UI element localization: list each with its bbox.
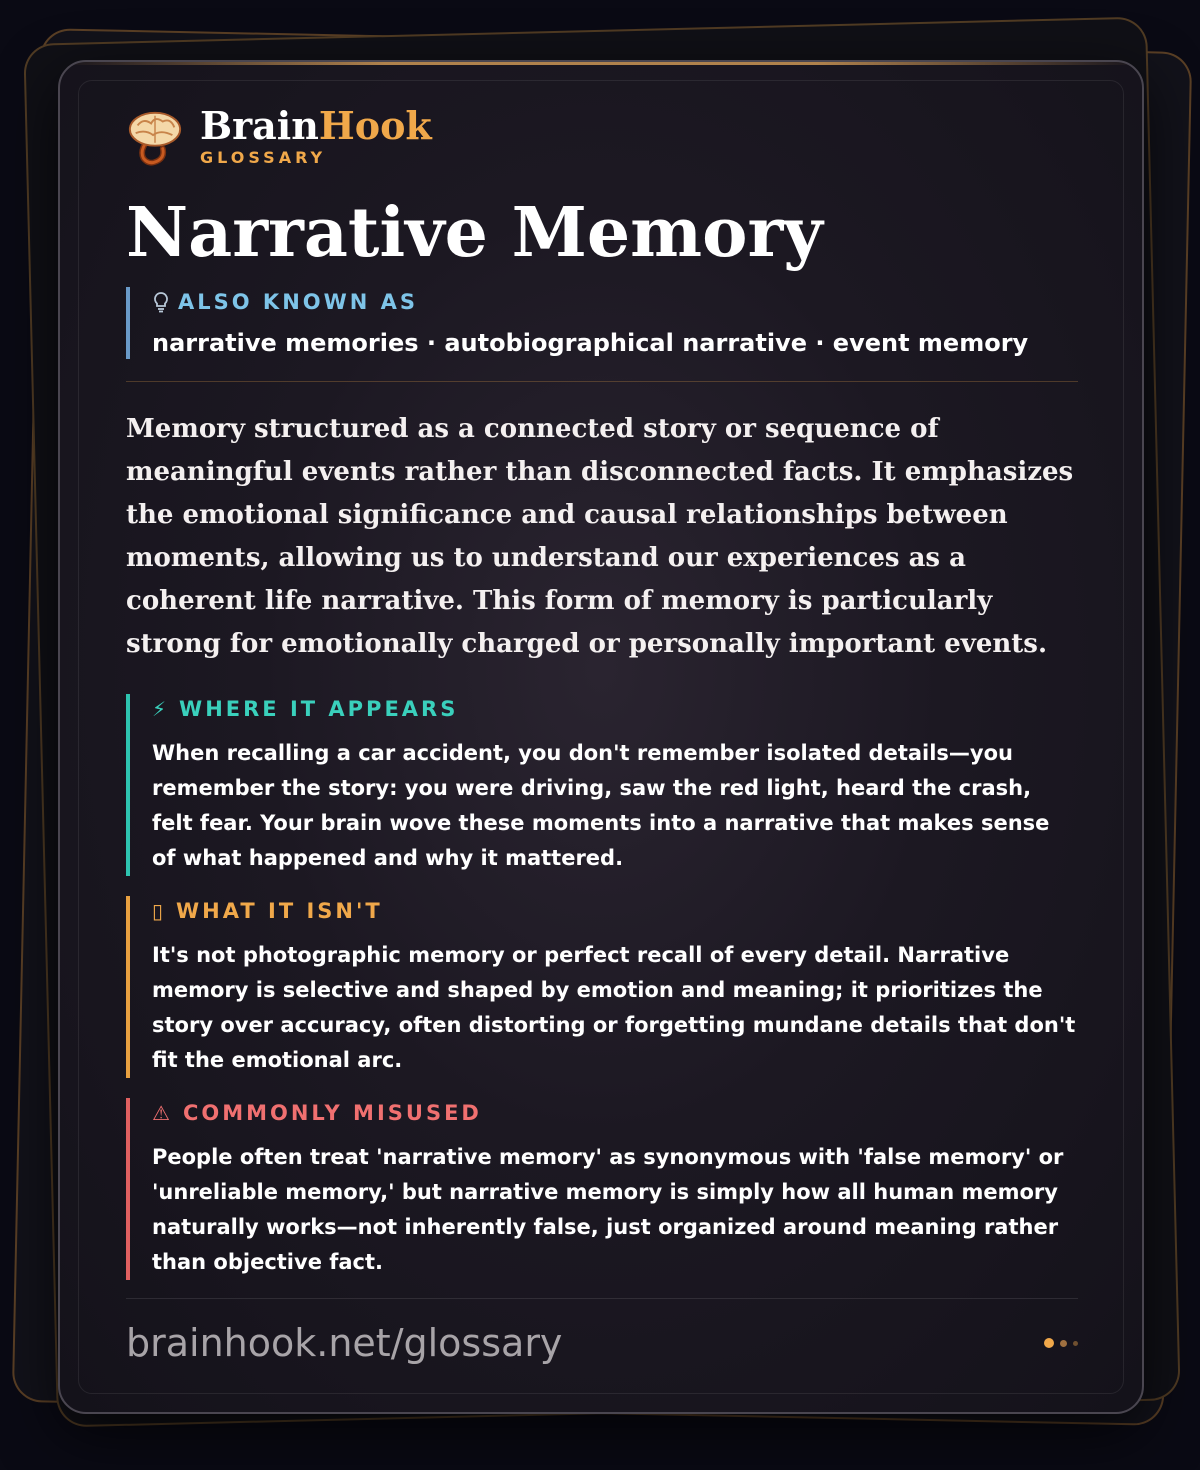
also-known-as-block — [126, 287, 1078, 359]
warning-icon: ⚠ — [152, 1101, 173, 1125]
also-known-as-label-row — [152, 287, 1078, 317]
also-known-as-terms: narrative memories · autobiographical narrative · event memory — [152, 329, 1029, 357]
brand-name — [200, 103, 432, 148]
brand-header — [126, 103, 1078, 167]
what-it-isnt-label: WHAT IT ISN'T — [176, 899, 383, 923]
where-it-appears-body: When recalling a car accident, you don't remember isolated details—you remember the story: you were driving, saw the red light, heard the crash, felt fear. Your brain wove these moments into a narrative that makes sense of what happened and why it mattered. — [152, 741, 1050, 870]
commonly-misused-label-row — [152, 1098, 1078, 1128]
lightning-icon: ⚡ — [152, 697, 170, 721]
pagination-dots — [1044, 1338, 1078, 1348]
where-it-appears-label-row — [152, 694, 1078, 724]
brain-hook-icon — [126, 108, 184, 166]
glossary-card — [58, 60, 1144, 1414]
what-it-isnt-section — [126, 896, 1078, 1078]
dot-active — [1044, 1338, 1054, 1348]
also-known-as-label: ALSO KNOWN AS — [178, 290, 419, 314]
commonly-misused-section — [126, 1098, 1078, 1280]
brand-subtitle: GLOSSARY — [200, 148, 327, 167]
what-it-isnt-body: It's not photographic memory or perfect recall of every detail. Narrative memory is selective and shaped by emotion and meaning; it prioritizes the story over accuracy, often distorting or forgetting mundane details that don't fit the emotional arc. — [152, 943, 1076, 1072]
where-it-appears-section — [126, 694, 1078, 876]
definition-text: Memory structured as a connected story or sequence of meaningful events rather than disconnected facts. It emphasizes the emotional significance and causal relationships between moments, allowing us to understand our experiences as a coherent life narrative. This form of memory is particularly strong for emotionally charged or personally important events. — [126, 414, 1074, 659]
brand-name-part2: Hook — [318, 103, 432, 148]
what-it-isnt-label-row — [152, 896, 1078, 926]
term-title: Narrative Memory — [126, 193, 823, 273]
divider — [126, 381, 1078, 382]
lightbulb-icon — [152, 291, 170, 313]
card-content — [126, 103, 1078, 1300]
brand-name-part1: Brain — [200, 103, 319, 148]
where-it-appears-label: WHERE IT APPEARS — [179, 697, 459, 721]
footer-url[interactable]: brainhook.net/glossary — [126, 1321, 563, 1365]
dot — [1073, 1341, 1078, 1346]
dot — [1060, 1340, 1067, 1347]
commonly-misused-body: People often treat 'narrative memory' as synonymous with 'false memory' or 'unreliable memory,' but narrative memory is simply how all human memory naturally works—not inherently false, just organized around meaning rather than objective fact. — [152, 1145, 1064, 1274]
no-symbol-icon: ▯ — [152, 899, 167, 923]
card-footer — [126, 1298, 1078, 1365]
commonly-misused-label: COMMONLY MISUSED — [182, 1101, 482, 1125]
